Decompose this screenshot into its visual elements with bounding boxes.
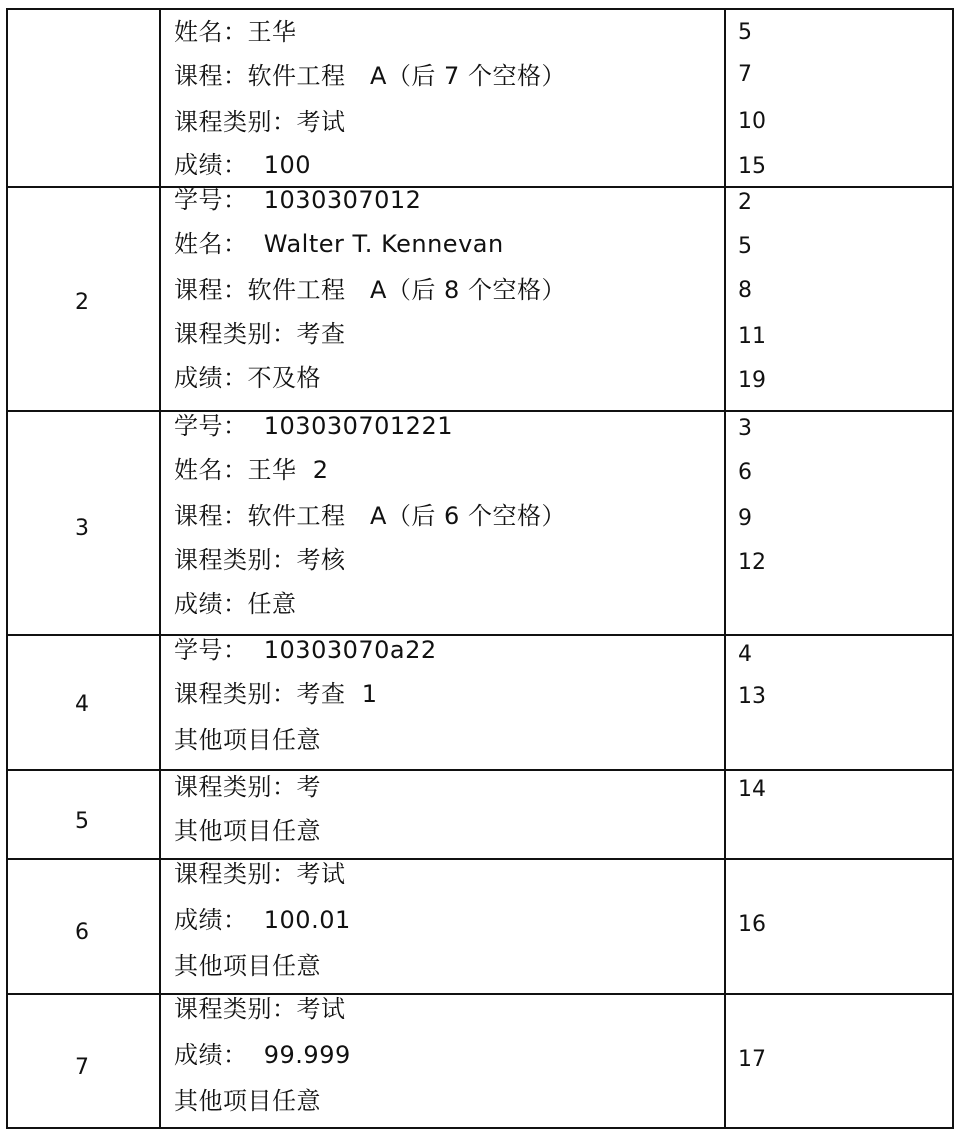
- column-border: [159, 188, 161, 410]
- covered-class-id: 12: [738, 550, 766, 575]
- input-field-line: 姓名：王华 2: [174, 456, 329, 484]
- column-border: [724, 771, 726, 858]
- covered-class-id: 5: [738, 20, 752, 45]
- input-field-line: 课程类别：考核: [174, 546, 346, 574]
- row-number: 3: [75, 516, 89, 541]
- row-number: 4: [75, 692, 89, 717]
- column-border: [724, 636, 726, 769]
- input-field-line: 其他项目任意: [174, 1087, 321, 1115]
- table-row: [6, 769, 954, 858]
- input-field-line: 姓名： Walter T. Kennevan: [174, 230, 504, 258]
- column-border: [952, 860, 954, 993]
- column-border: [952, 188, 954, 410]
- covered-class-id: 14: [738, 777, 766, 802]
- covered-class-id: 3: [738, 416, 752, 441]
- covered-class-id: 16: [738, 912, 766, 937]
- input-field-line: 成绩：任意: [174, 590, 297, 618]
- column-border: [952, 995, 954, 1128]
- column-border: [724, 860, 726, 993]
- column-border: [952, 636, 954, 769]
- column-border: [952, 771, 954, 858]
- table-row: [6, 858, 954, 993]
- input-field-line: 课程：软件工程 A（后 7 个空格）: [174, 62, 566, 90]
- covered-class-id: 9: [738, 506, 752, 531]
- input-field-line: 课程类别：考查 1: [174, 680, 378, 708]
- covered-class-id: 2: [738, 190, 752, 215]
- input-field-line: 姓名：王华: [174, 18, 297, 46]
- row-number: 6: [75, 920, 89, 945]
- column-border: [159, 995, 161, 1128]
- input-field-line: 课程类别：考试: [174, 995, 346, 1023]
- column-border: [6, 10, 8, 186]
- column-border: [159, 771, 161, 858]
- covered-class-id: 5: [738, 234, 752, 259]
- covered-class-id: 6: [738, 460, 752, 485]
- covered-class-id: 19: [738, 368, 766, 393]
- input-field-line: 成绩：不及格: [174, 364, 321, 392]
- input-field-line: 成绩： 99.999: [174, 1041, 351, 1069]
- column-border: [724, 188, 726, 410]
- input-field-line: 成绩： 100: [174, 151, 312, 179]
- column-border: [952, 10, 954, 186]
- column-border: [724, 995, 726, 1128]
- covered-class-id: 7: [738, 62, 752, 87]
- covered-class-id: 10: [738, 109, 766, 134]
- covered-class-id: 17: [738, 1047, 766, 1072]
- input-field-line: 学号： 10303070a22: [174, 636, 437, 664]
- column-border: [159, 860, 161, 993]
- table-row: [6, 993, 954, 1128]
- input-field-line: 成绩： 100.01: [174, 906, 351, 934]
- column-border: [952, 412, 954, 634]
- input-field-line: 学号： 1030307012: [174, 186, 422, 214]
- table-row: [6, 8, 954, 186]
- input-field-line: 课程类别：考: [174, 773, 321, 801]
- input-field-line: 课程类别：考试: [174, 108, 346, 136]
- input-field-line: 课程类别：考试: [174, 860, 346, 888]
- table-row: [6, 186, 954, 410]
- row-number: 2: [75, 290, 89, 315]
- input-field-line: 其他项目任意: [174, 817, 321, 845]
- input-field-line: 其他项目任意: [174, 726, 321, 754]
- row-number: 7: [75, 1055, 89, 1080]
- covered-class-id: 15: [738, 154, 766, 179]
- input-field-line: 课程类别：考查: [174, 320, 346, 348]
- input-field-line: 其他项目任意: [174, 952, 321, 980]
- covered-class-id: 11: [738, 324, 766, 349]
- input-field-line: 课程：软件工程 A（后 6 个空格）: [174, 502, 566, 530]
- row-number: 5: [75, 809, 89, 834]
- input-field-line: 课程：软件工程 A（后 8 个空格）: [174, 276, 566, 304]
- column-border: [159, 10, 161, 186]
- table-row: [6, 634, 954, 769]
- column-border: [159, 412, 161, 634]
- column-border: [724, 10, 726, 186]
- covered-class-id: 4: [738, 642, 752, 667]
- input-field-line: 学号： 103030701221: [174, 412, 453, 440]
- column-border: [159, 636, 161, 769]
- table-bottom-border: [6, 1127, 954, 1129]
- covered-class-id: 8: [738, 278, 752, 303]
- column-border: [724, 412, 726, 634]
- table-row: [6, 410, 954, 634]
- covered-class-id: 13: [738, 684, 766, 709]
